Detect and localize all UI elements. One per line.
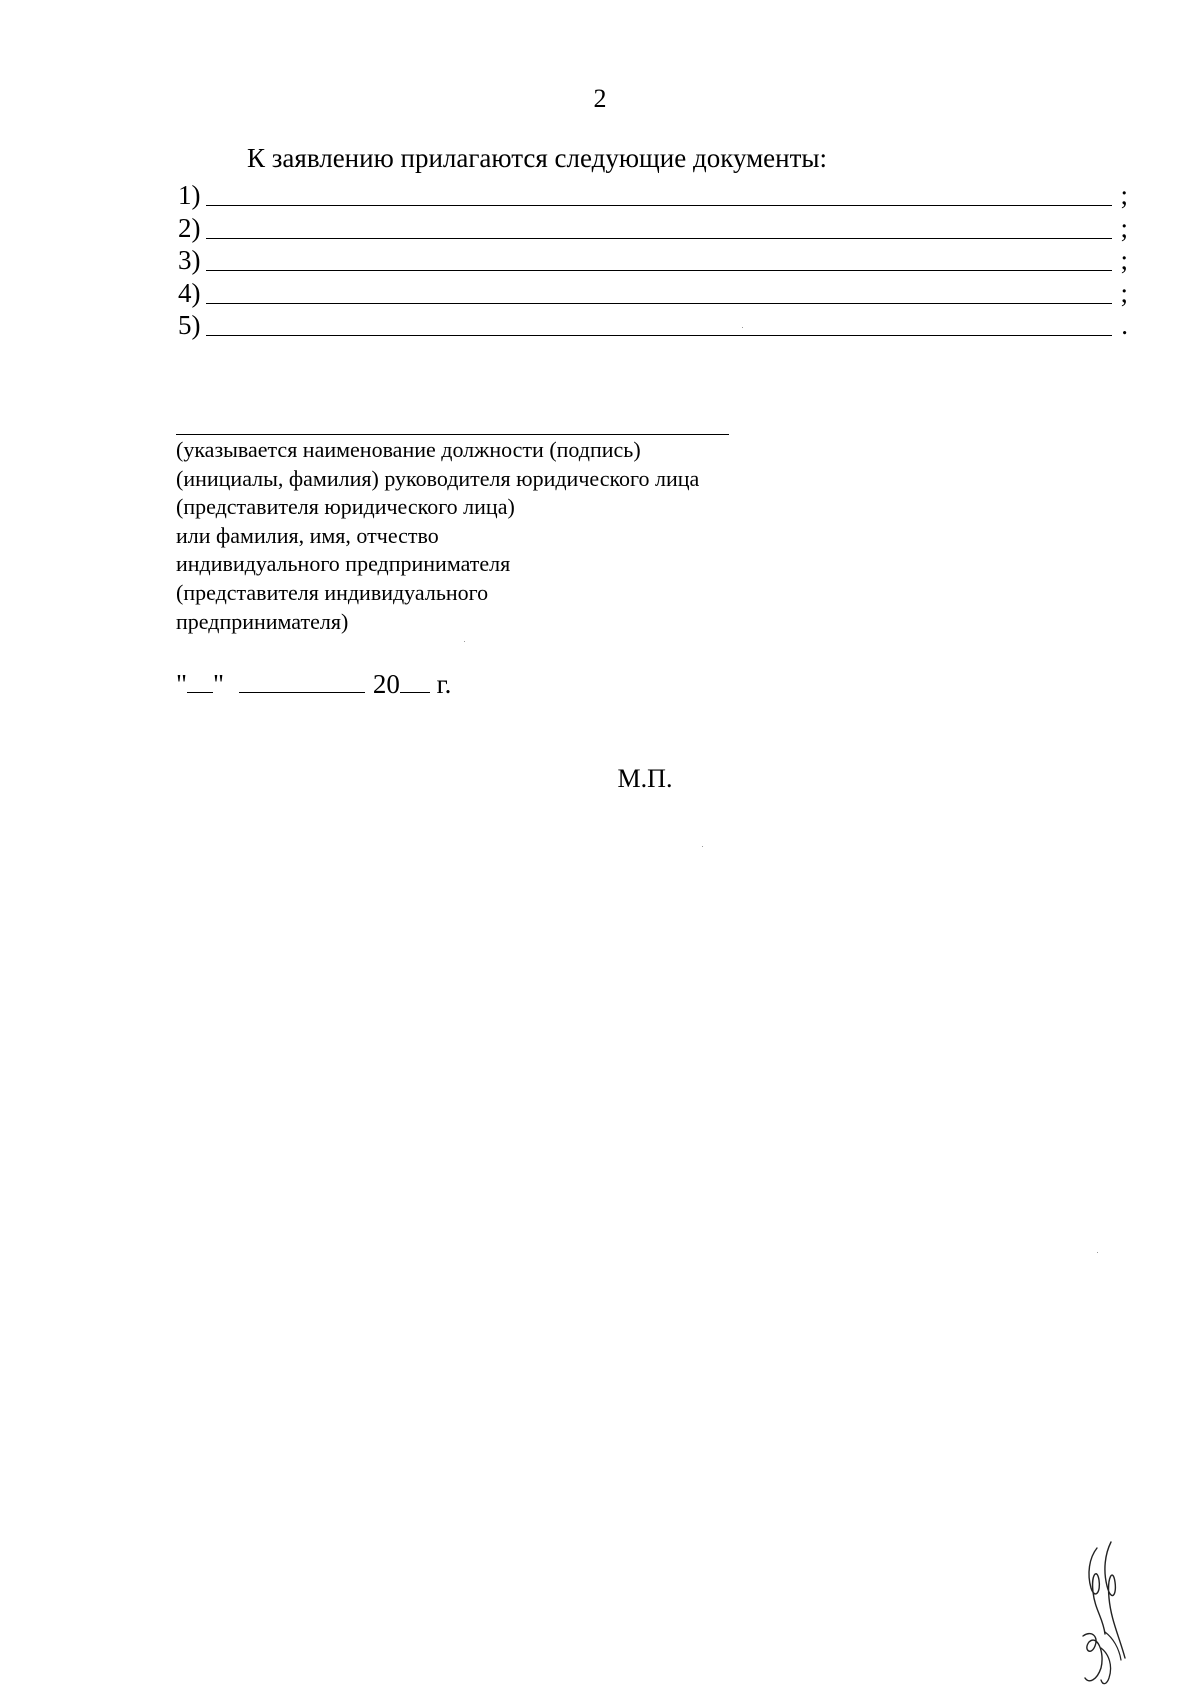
signature-caption-line: (указывается наименование должности (подпись) <box>176 437 641 462</box>
attachment-punctuation: ; <box>1120 180 1128 210</box>
scan-speck <box>702 846 703 847</box>
date-month-blank[interactable] <box>239 668 365 693</box>
date-year-blank[interactable] <box>400 668 430 693</box>
date-quote-close: " <box>213 669 225 699</box>
date-year-prefix: 20 <box>372 669 400 699</box>
attachments-intro: К заявлению прилагаются следующие документы: <box>247 143 828 173</box>
date-field <box>176 668 451 700</box>
signature-caption-line: индивидуального предпринимателя <box>176 551 511 577</box>
signature-caption <box>176 436 699 636</box>
attachment-number: 4) <box>178 277 201 308</box>
attachment-blank-field[interactable] <box>206 205 1112 206</box>
signature-caption-line: (инициалы, фамилия) руководителя юридического лица <box>176 465 700 491</box>
signature-caption-line: предпринимателя) <box>176 608 349 634</box>
handwritten-signature <box>1075 1540 1135 1690</box>
date-year-suffix: г. <box>436 669 452 699</box>
page-number: 2 <box>593 84 607 113</box>
attachment-row <box>178 278 1128 311</box>
attachment-number: 3) <box>178 245 201 275</box>
attachment-blank-field[interactable] <box>206 270 1112 271</box>
attachment-number: 1) <box>178 180 201 210</box>
attachment-punctuation: . <box>1121 310 1128 340</box>
scan-speck <box>464 641 465 642</box>
attachment-blank-field[interactable] <box>206 303 1112 304</box>
signature-caption-line: (представителя юридического лица) <box>176 494 515 520</box>
attachment-row <box>178 213 1128 246</box>
attachment-punctuation: ; <box>1120 245 1128 275</box>
attachment-row <box>178 310 1128 343</box>
attachment-number: 5) <box>178 310 201 340</box>
date-quote-open: " <box>176 669 188 699</box>
attachments-list <box>178 180 1128 343</box>
stamp-place-label: М.П. <box>617 764 673 793</box>
attachment-blank-field[interactable] <box>206 238 1112 239</box>
attachment-punctuation: ; <box>1120 277 1128 308</box>
attachment-row <box>178 180 1128 213</box>
date-day-blank[interactable] <box>187 668 213 693</box>
attachment-number: 2) <box>178 212 201 243</box>
signature-caption-line: или фамилия, имя, отчество <box>176 522 439 548</box>
signature-caption-line: (представителя индивидуального <box>176 579 489 605</box>
attachment-punctuation: ; <box>1120 212 1128 243</box>
attachment-row <box>178 245 1128 278</box>
scan-speck <box>742 327 743 328</box>
attachment-blank-field[interactable] <box>206 335 1112 336</box>
signature-blank-field[interactable] <box>176 434 729 435</box>
scan-speck <box>1097 1252 1098 1253</box>
